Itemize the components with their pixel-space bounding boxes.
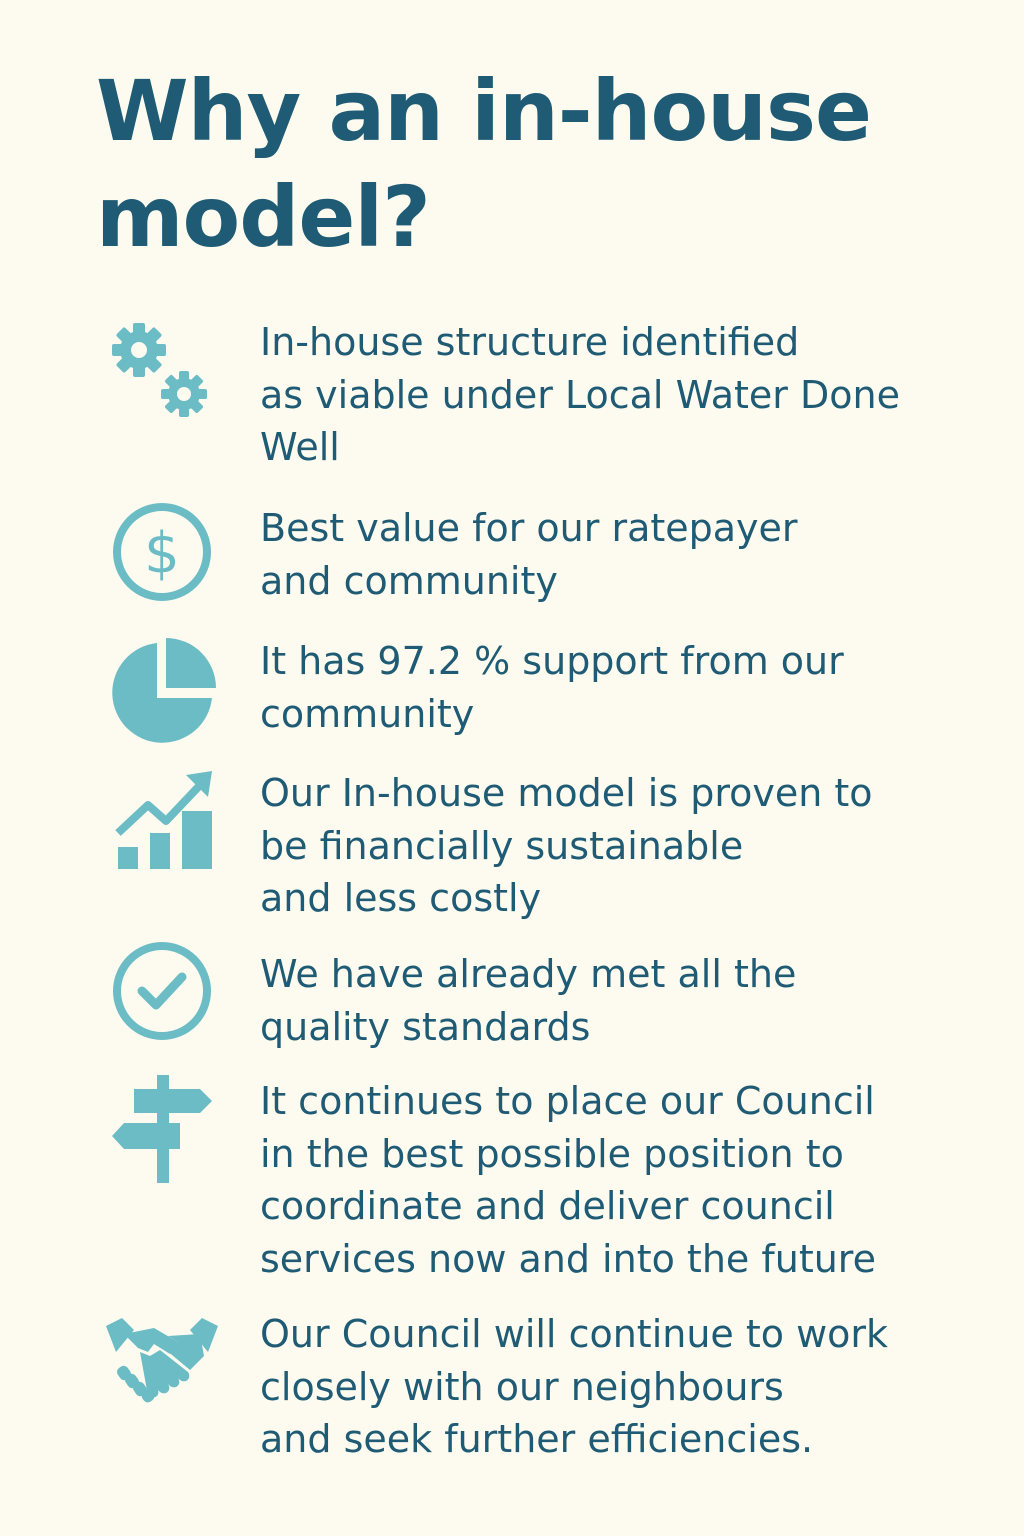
svg-text:$: $ xyxy=(144,521,180,586)
list-item-text: Our In-house model is proven to be financially sustainable and less costly xyxy=(260,771,873,920)
gears-icon xyxy=(104,316,220,432)
check-circle-icon xyxy=(104,933,220,1049)
list-item-text: In-house structure identified as viable under Local Water Done Well xyxy=(260,320,900,469)
page-title: Why an in-house model? xyxy=(96,62,871,266)
list-item-text: Our Council will continue to work closely with our neighbours and seek further efficiencies. xyxy=(260,1312,889,1461)
list-item-text: It continues to place our Council in the best possible position to coordinate and deliver council services now and into the future xyxy=(260,1079,876,1281)
list-item-text: Best value for our ratepayer and community xyxy=(260,506,798,603)
handshake-icon xyxy=(104,1308,220,1424)
pie-chart-icon xyxy=(104,635,220,751)
list-item-text: We have already met all the quality standards xyxy=(260,952,797,1049)
signpost-icon xyxy=(104,1075,220,1191)
dollar-circle-icon xyxy=(104,494,220,610)
list-item-text: It has 97.2 % support from our community xyxy=(260,639,844,736)
growth-chart-icon xyxy=(104,767,220,883)
